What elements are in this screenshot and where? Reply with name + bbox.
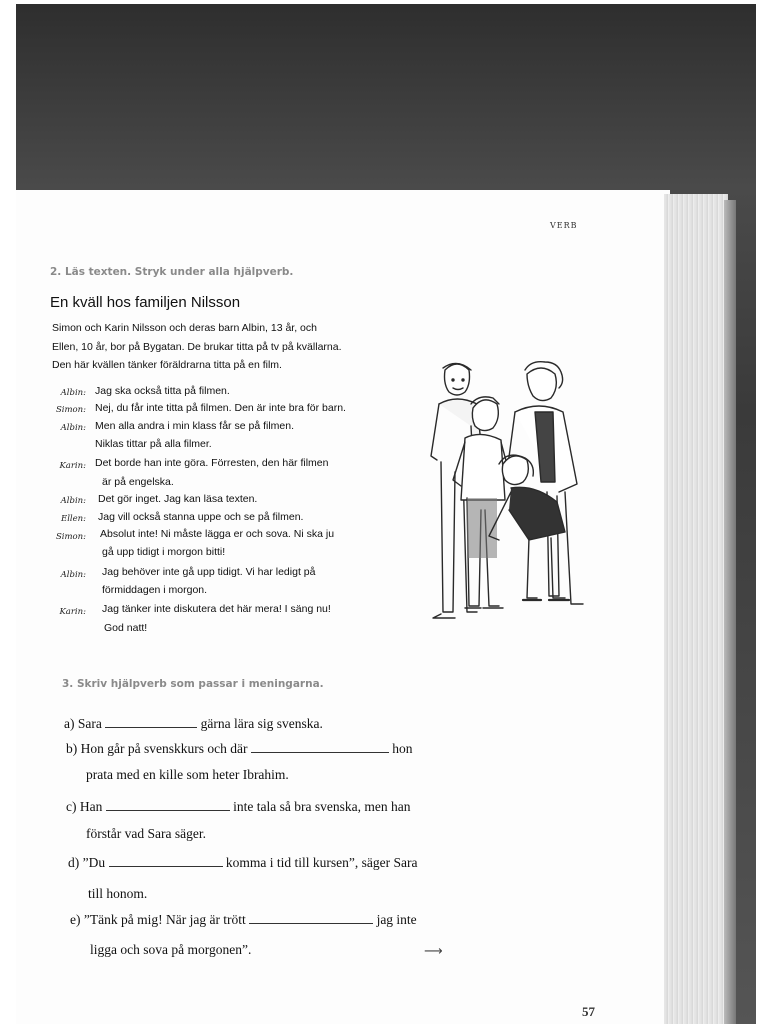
text-after-blank: gärna lära sig svenska. xyxy=(200,716,323,731)
dialogue-line: Absolut inte! Ni måste lägga er och sova. Ni ska ju xyxy=(100,528,335,540)
text-before-blank: Sara xyxy=(77,716,102,731)
text-after-blank: komma i tid till kursen”, säger Sara xyxy=(225,855,418,870)
page-edges xyxy=(664,194,728,1024)
answer-blank[interactable] xyxy=(249,913,373,924)
speaker-label: Simon: xyxy=(55,405,86,415)
dialogue-line: förmiddagen i morgon. xyxy=(102,584,208,596)
dialogue-line: Jag tänker inte diskutera det här mera! I säng nu! xyxy=(102,603,331,615)
next-page-arrow-icon: ⟶ xyxy=(424,944,443,959)
dialogue-line: Det borde han inte göra. Förresten, den här filmen xyxy=(95,457,329,469)
speaker-label: Albin: xyxy=(60,423,86,433)
text-before-blank: ”Du xyxy=(82,855,106,870)
text-after-blank: hon xyxy=(392,741,413,756)
intro-line: Ellen, 10 år, bor på Bygatan. De brukar titta på tv på kvällarna. xyxy=(52,341,342,353)
exercise-d xyxy=(68,855,417,871)
item-letter: d) xyxy=(68,855,80,870)
exercise-c xyxy=(66,799,410,815)
exercise-a xyxy=(64,716,323,732)
dialogue-line: Jag vill också stanna uppe och se på filmen. xyxy=(98,511,304,523)
text-before-blank: Han xyxy=(79,799,103,814)
dialogue-line: gå upp tidigt i morgon bitti! xyxy=(102,546,226,558)
task-2-title: 2. Läs texten. Stryk under alla hjälpverb. xyxy=(50,266,294,278)
dialogue-line: är på engelska. xyxy=(102,476,174,488)
dialogue-line: Jag behöver inte gå upp tidigt. Vi har ledigt på xyxy=(102,566,316,578)
exercise-continuation: ligga och sova på morgonen”. xyxy=(90,942,252,957)
exercise-continuation: till honom. xyxy=(88,886,148,901)
item-letter: b) xyxy=(66,741,78,756)
text-before-blank: ”Tänk på mig! När jag är trött xyxy=(83,912,246,927)
dialogue-line: God natt! xyxy=(104,622,148,634)
text-after-blank: inte tala så bra svenska, men han xyxy=(233,799,411,814)
dialogue-line: Nej, du får inte titta på filmen. Den är inte bra för barn. xyxy=(95,402,346,414)
dialogue-line: Men alla andra i min klass får se på filmen. xyxy=(95,420,295,432)
answer-blank[interactable] xyxy=(106,800,230,811)
dialogue-line: Jag ska också titta på filmen. xyxy=(95,385,230,397)
family-illustration xyxy=(415,352,610,627)
speaker-label: Albin: xyxy=(60,496,86,506)
intro-line: Simon och Karin Nilsson och deras barn Albin, 13 år, och xyxy=(52,322,317,334)
item-letter: c) xyxy=(66,799,77,814)
text-before-blank: Hon går på svenskkurs och där xyxy=(80,741,248,756)
item-letter: a) xyxy=(64,716,75,731)
book-edge-shadow xyxy=(724,200,736,1024)
speaker-label: Karin: xyxy=(59,461,86,471)
answer-blank[interactable] xyxy=(109,856,223,867)
speaker-label: Karin: xyxy=(59,607,86,617)
speaker-label: Ellen: xyxy=(60,514,86,524)
speaker-label: Albin: xyxy=(60,388,86,398)
exercise-continuation: förstår vad Sara säger. xyxy=(86,826,206,841)
intro-line: Den här kvällen tänker föräldrarna titta på en film. xyxy=(52,359,282,371)
running-head: VERB xyxy=(550,221,578,230)
dialogue-line: Niklas tittar på alla filmer. xyxy=(95,438,212,450)
page-number: 57 xyxy=(582,1004,595,1019)
exercise-e xyxy=(70,912,417,928)
exercise-continuation: prata med en kille som heter Ibrahim. xyxy=(86,767,289,782)
speaker-label: Albin: xyxy=(60,570,86,580)
speaker-label: Simon: xyxy=(55,532,86,542)
answer-blank[interactable] xyxy=(105,717,197,728)
text-after-blank: jag inte xyxy=(376,912,417,927)
story-title: En kväll hos familjen Nilsson xyxy=(50,294,241,311)
answer-blank[interactable] xyxy=(251,742,389,753)
boy-figure xyxy=(453,397,509,608)
task-3-title: 3. Skriv hjälpverb som passar i meningarna. xyxy=(62,678,324,690)
dialogue-line: Det gör inget. Jag kan läsa texten. xyxy=(98,493,258,505)
item-letter: e) xyxy=(70,912,81,927)
exercise-b xyxy=(66,741,412,757)
